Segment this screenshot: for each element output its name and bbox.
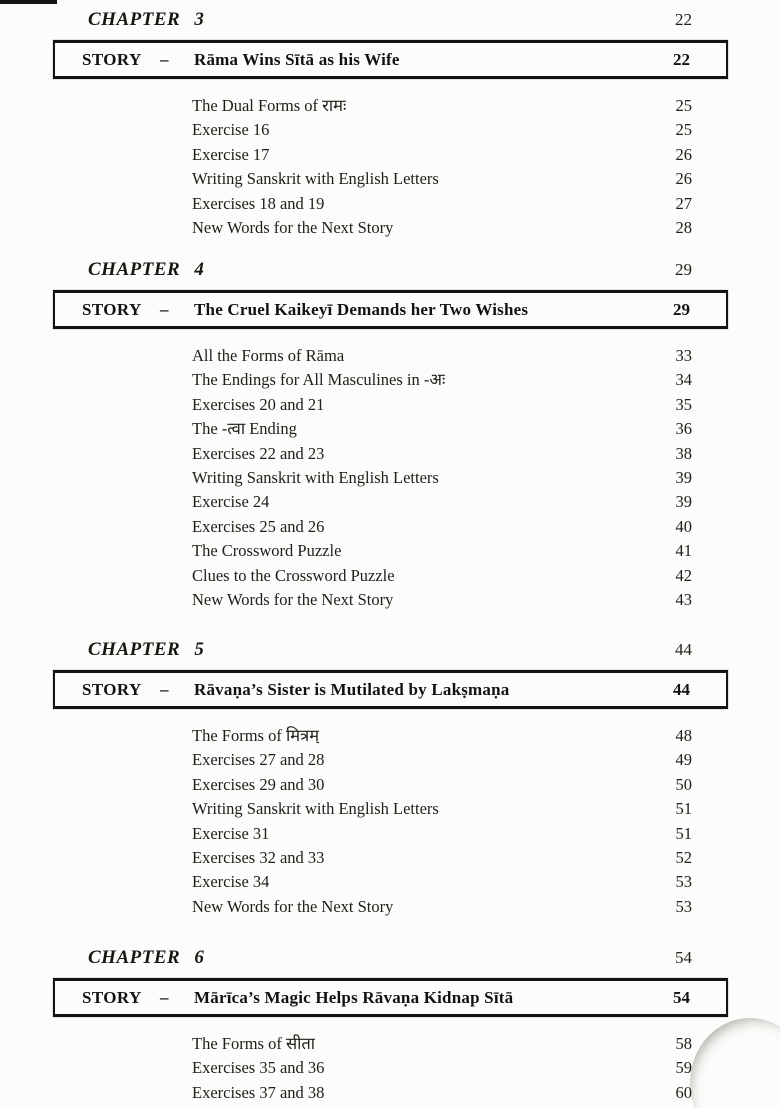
story-label: STORY (82, 49, 142, 69)
entry-page-number: 60 (675, 1082, 692, 1102)
toc-entry (192, 870, 692, 894)
entry-label: New Words for the Next Story (192, 590, 394, 610)
entry-label: The Dual Forms of रामः (192, 96, 347, 115)
chapter-heading: CHAPTER 5 (88, 639, 205, 660)
chapter-heading: CHAPTER 3 (88, 9, 205, 30)
chapter-page-number: 44 (675, 640, 692, 659)
story-page-number: 44 (673, 679, 690, 699)
entry-label: Exercises 18 and 19 (192, 193, 325, 213)
toc-entry (192, 797, 692, 821)
toc-entry (192, 724, 692, 748)
entry-page-number: 52 (675, 848, 692, 868)
entry-label: Exercise 31 (192, 823, 270, 843)
entry-label: Exercises 20 and 21 (192, 394, 325, 414)
entry-list (0, 724, 780, 919)
chapter-row (88, 258, 692, 281)
toc-entry (192, 1032, 692, 1056)
entry-page-number: 51 (675, 823, 692, 843)
toc-entry (192, 442, 692, 466)
entry-page-number: 26 (675, 169, 692, 189)
story-title: The Cruel Kaikeyī Demands her Two Wishes (194, 299, 529, 319)
entry-page-number: 58 (675, 1034, 692, 1053)
toc-entry (192, 515, 692, 539)
entry-page-number: 50 (675, 774, 692, 794)
toc-entry (192, 118, 692, 142)
chapter-heading: CHAPTER 4 (88, 259, 205, 280)
story-title: Rāma Wins Sītā as his Wife (194, 49, 400, 69)
entry-page-number: 25 (675, 96, 692, 115)
entry-label: Clues to the Crossword Puzzle (192, 565, 395, 585)
entry-label: New Words for the Next Story (192, 896, 394, 916)
entry-page-number: 28 (675, 218, 692, 238)
entry-page-number: 34 (675, 370, 692, 390)
story-dash: – (160, 679, 169, 699)
story-label: STORY (82, 299, 142, 319)
story-label: STORY (82, 679, 142, 699)
chapter-page-number: 22 (675, 10, 692, 29)
entry-label: Exercises 35 and 36 (192, 1058, 325, 1078)
story-page-number: 54 (673, 987, 690, 1007)
entry-page-number: 39 (675, 492, 692, 512)
entry-label: Writing Sanskrit with English Letters (192, 799, 439, 819)
toc-entry (192, 846, 692, 870)
story-label: STORY (82, 987, 142, 1007)
toc-entry (192, 216, 692, 240)
entry-page-number: 26 (675, 144, 692, 164)
toc-entry (192, 466, 692, 490)
entry-page-number: 51 (675, 799, 692, 819)
entry-label: All the Forms of Rāma (192, 346, 345, 365)
toc-entry (192, 490, 692, 514)
chapter-row (88, 638, 692, 661)
story-page-number: 29 (673, 299, 690, 319)
entry-page-number: 41 (675, 541, 692, 561)
toc-entry (192, 94, 692, 118)
entry-label: Exercise 24 (192, 492, 270, 512)
story-title: Rāvaṇa’s Sister is Mutilated by Lakṣmaṇa (194, 679, 510, 699)
entry-list (0, 94, 780, 240)
entry-page-number: 39 (675, 468, 692, 488)
entry-page-number: 40 (675, 516, 692, 536)
chapter-page-number: 54 (675, 948, 692, 967)
entry-page-number: 59 (675, 1058, 692, 1078)
entry-label: Exercises 32 and 33 (192, 848, 325, 868)
toc-entry (192, 143, 692, 167)
toc-section (0, 258, 780, 612)
chapter-row (88, 946, 692, 969)
entry-label: Writing Sanskrit with English Letters (192, 468, 439, 488)
toc-section (0, 946, 780, 1105)
entry-page-number: 33 (675, 346, 692, 365)
entry-page-number: 48 (675, 726, 692, 745)
entry-label: The Endings for All Masculines in -अः (192, 370, 446, 390)
entry-label: Exercises 25 and 26 (192, 516, 325, 536)
story-box (53, 40, 728, 79)
entry-label: Exercise 16 (192, 120, 270, 140)
toc-entry (192, 417, 692, 441)
story-dash: – (160, 49, 169, 69)
toc-entry (192, 588, 692, 612)
entry-label: Exercises 27 and 28 (192, 750, 325, 770)
entry-label: The -त्वा Ending (192, 419, 297, 439)
entry-label: The Crossword Puzzle (192, 541, 342, 561)
toc-entry (192, 895, 692, 919)
toc-entry (192, 344, 692, 368)
entry-page-number: 38 (675, 443, 692, 463)
toc-section (0, 638, 780, 919)
entry-label: Exercises 22 and 23 (192, 443, 325, 463)
entry-label: Exercise 34 (192, 872, 270, 892)
story-dash: – (160, 987, 169, 1007)
toc-entry (192, 167, 692, 191)
chapter-heading: CHAPTER 6 (88, 947, 205, 968)
entry-page-number: 53 (675, 896, 692, 916)
entry-label: The Forms of सीता (192, 1034, 316, 1053)
entry-label: Exercises 29 and 30 (192, 774, 325, 794)
entry-page-number: 49 (675, 750, 692, 770)
chapter-row (88, 8, 692, 31)
story-dash: – (160, 299, 169, 319)
story-box (53, 978, 728, 1017)
entry-page-number: 27 (675, 193, 692, 213)
toc-entry (192, 539, 692, 563)
toc-entry (192, 368, 692, 392)
entry-label: Writing Sanskrit with English Letters (192, 169, 439, 189)
toc-entry (192, 393, 692, 417)
story-box (53, 670, 728, 709)
story-page-number: 22 (673, 49, 690, 69)
entry-list (0, 344, 780, 612)
toc-entry (192, 773, 692, 797)
chapter-page-number: 29 (675, 260, 692, 279)
entry-page-number: 36 (675, 419, 692, 439)
entry-page-number: 35 (675, 394, 692, 414)
toc-entry (192, 192, 692, 216)
entry-list (0, 1032, 780, 1105)
entry-page-number: 42 (675, 565, 692, 585)
entry-page-number: 53 (675, 872, 692, 892)
toc-entry (192, 748, 692, 772)
toc-section (0, 8, 780, 240)
toc-entry (192, 1056, 692, 1080)
entry-label: Exercises 37 and 38 (192, 1082, 325, 1102)
entry-label: New Words for the Next Story (192, 218, 394, 238)
story-box (53, 290, 728, 329)
entry-label: Exercise 17 (192, 144, 270, 164)
toc-entry (192, 1081, 692, 1105)
toc-entry (192, 564, 692, 588)
story-title: Mārīca’s Magic Helps Rāvaṇa Kidnap Sītā (194, 987, 514, 1007)
entry-label: The Forms of मित्रम् (192, 726, 320, 745)
toc-entry (192, 822, 692, 846)
entry-page-number: 25 (675, 120, 692, 140)
entry-page-number: 43 (675, 590, 692, 610)
